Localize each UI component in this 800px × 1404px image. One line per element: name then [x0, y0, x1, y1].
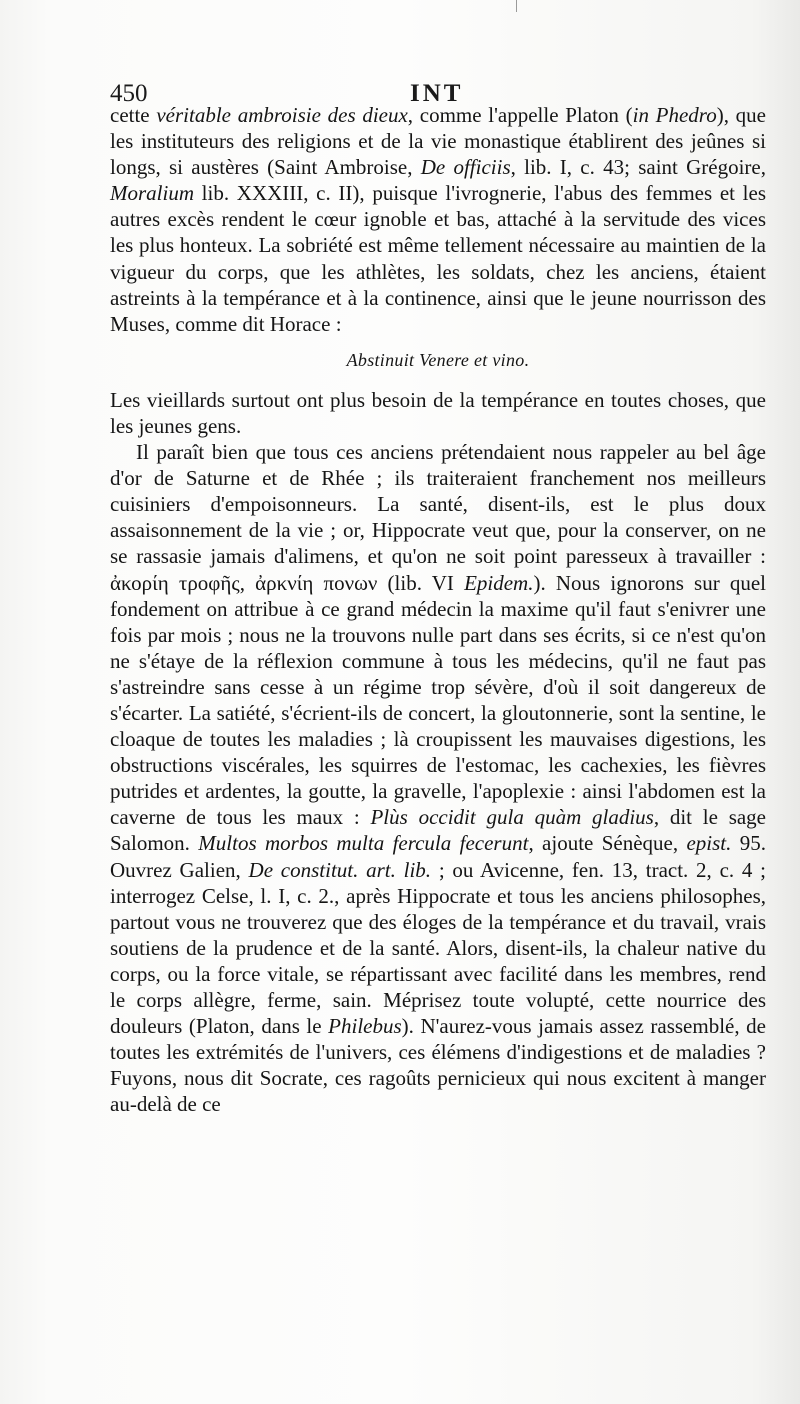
text-run: Les vieillards surtout ont plus besoin de la tempérance en toutes choses, que les jeunes gens. — [110, 387, 766, 438]
page-edge-mark — [516, 0, 517, 12]
text-run: , comme l'appelle Platon ( — [407, 103, 633, 127]
page-number: 450 — [110, 80, 148, 107]
italic-text-run: Moralium — [110, 181, 194, 206]
italic-text-run: De constitut. art. lib. — [248, 857, 432, 882]
text-run: ), que les instituteurs des religions et de la vie monastique établirent des jeûnes si longs, si austères (Saint Ambroise, — [110, 103, 766, 180]
text-run: ). N'aurez-vous jamais assez rassemblé, de toutes les extrémités de l'univers, ces élémens d'indigestions et de maladies ? Fuyons, nous dit Socrate, ces ragoûts pernicieux qui nous excitent à manger au-delà de ce — [110, 1014, 766, 1117]
italic-text-run: in Phedro — [632, 103, 717, 127]
italic-text-run: Plùs occidit gula quàm gladius — [370, 805, 654, 830]
text-run: ). Nous ignorons sur quel fondement on attribue à ce grand médecin la maxime qu'il faut s'enivrer une fois par mois ; nous ne la trouvons nulle part dans ses écrits, si ce n'est qu'on ne s'étaye de la réflexion commune à tous les médecins, qu'il ne faut pas s'astreindre sans cesse à un régime trop sévère, d'où il soit dangereux de s'écarter. La satiété, s'écrient-ils de concert, la gloutonnerie, sont la sentine, le cloaque de toutes les maladies ; là croupissent les mauvaises digestions, les obstructions viscérales, les squirres de l'estomac, les cachexies, les fièvres putrides et ardentes, la goutte, la gravelle, l'apoplexie : ainsi l'abdomen est la caverne de tous les maux : — [110, 570, 766, 830]
text-run: 95. Ouvrez Galien, — [110, 831, 767, 882]
text-run: Il paraît bien que tous ces anciens prétendaient nous rappeler au bel âge d'or de Saturne et de Rhée ; ils traiteraient franchement nos meilleurs cuisiniers d'empoisonneurs. La santé, disent-ils, est le plus doux assaisonnement de la vie ; or, Hippocrate veut que, pour la conserver, on ne se rassasie jamais d'alimens, et qu'on ne soit point paresseux à travailler : ἀκορίη τροφῆς, ἀρκνίη πονων (lib. VI — [110, 440, 766, 595]
italic-text-run: Epidem. — [464, 570, 534, 595]
italic-text-run: De officiis — [420, 155, 511, 180]
body-text — [110, 102, 766, 1117]
italic-text-run: epist. — [686, 831, 732, 856]
text-run: lib. XXXIII, c. II), puisque l'ivrognerie, l'abus des femmes et les autres excès rendent le cœur ignoble et bas, attaché à la servitude des vices les plus honteux. La sobriété est même tellement nécessaire au maintien de la vigueur du corps, que les athlètes, les soldats, chez les anciens, étaient astreints à la tempérance et à la continence, ainsi que le jeune nourrisson des Muses, comme dit Horace : — [110, 181, 766, 336]
italic-text-run: Philebus — [328, 1014, 402, 1039]
paragraph — [110, 102, 766, 337]
paragraph — [110, 387, 766, 439]
text-run: ; ou Avicenne, fen. 13, tract. 2, c. 4 ; interrogez Celse, l. I, c. 2., après Hippocrate et tous les anciens philosophes, partout vous ne trouverez que des éloges de la tempérance et du travail, vrais soutiens de la prudence et de la santé. Alors, disent-ils, la chaleur native du corps, ou la force vitale, se répartissant avec facilité dans les membres, rend le corps allègre, ferme, sain. Méprisez toute volupté, cette nourrice des douleurs (Platon, dans le — [110, 857, 766, 1039]
paragraph — [110, 439, 766, 1117]
verse-quotation — [110, 347, 766, 373]
text-run: cette — [110, 103, 157, 127]
italic-text-run: Abstinuit Venere et vino. — [346, 349, 530, 370]
italic-text-run: Multos morbos multa fercula fecerunt — [198, 831, 529, 856]
italic-text-run: véritable ambroisie des dieux — [156, 103, 408, 127]
text-run: , lib. I, c. 43; saint Grégoire, — [510, 155, 766, 180]
text-run: , ajoute Sénèque, — [528, 831, 687, 856]
text-run: , dit le sage Salomon. — [110, 805, 767, 856]
running-head: INT — [410, 80, 464, 107]
